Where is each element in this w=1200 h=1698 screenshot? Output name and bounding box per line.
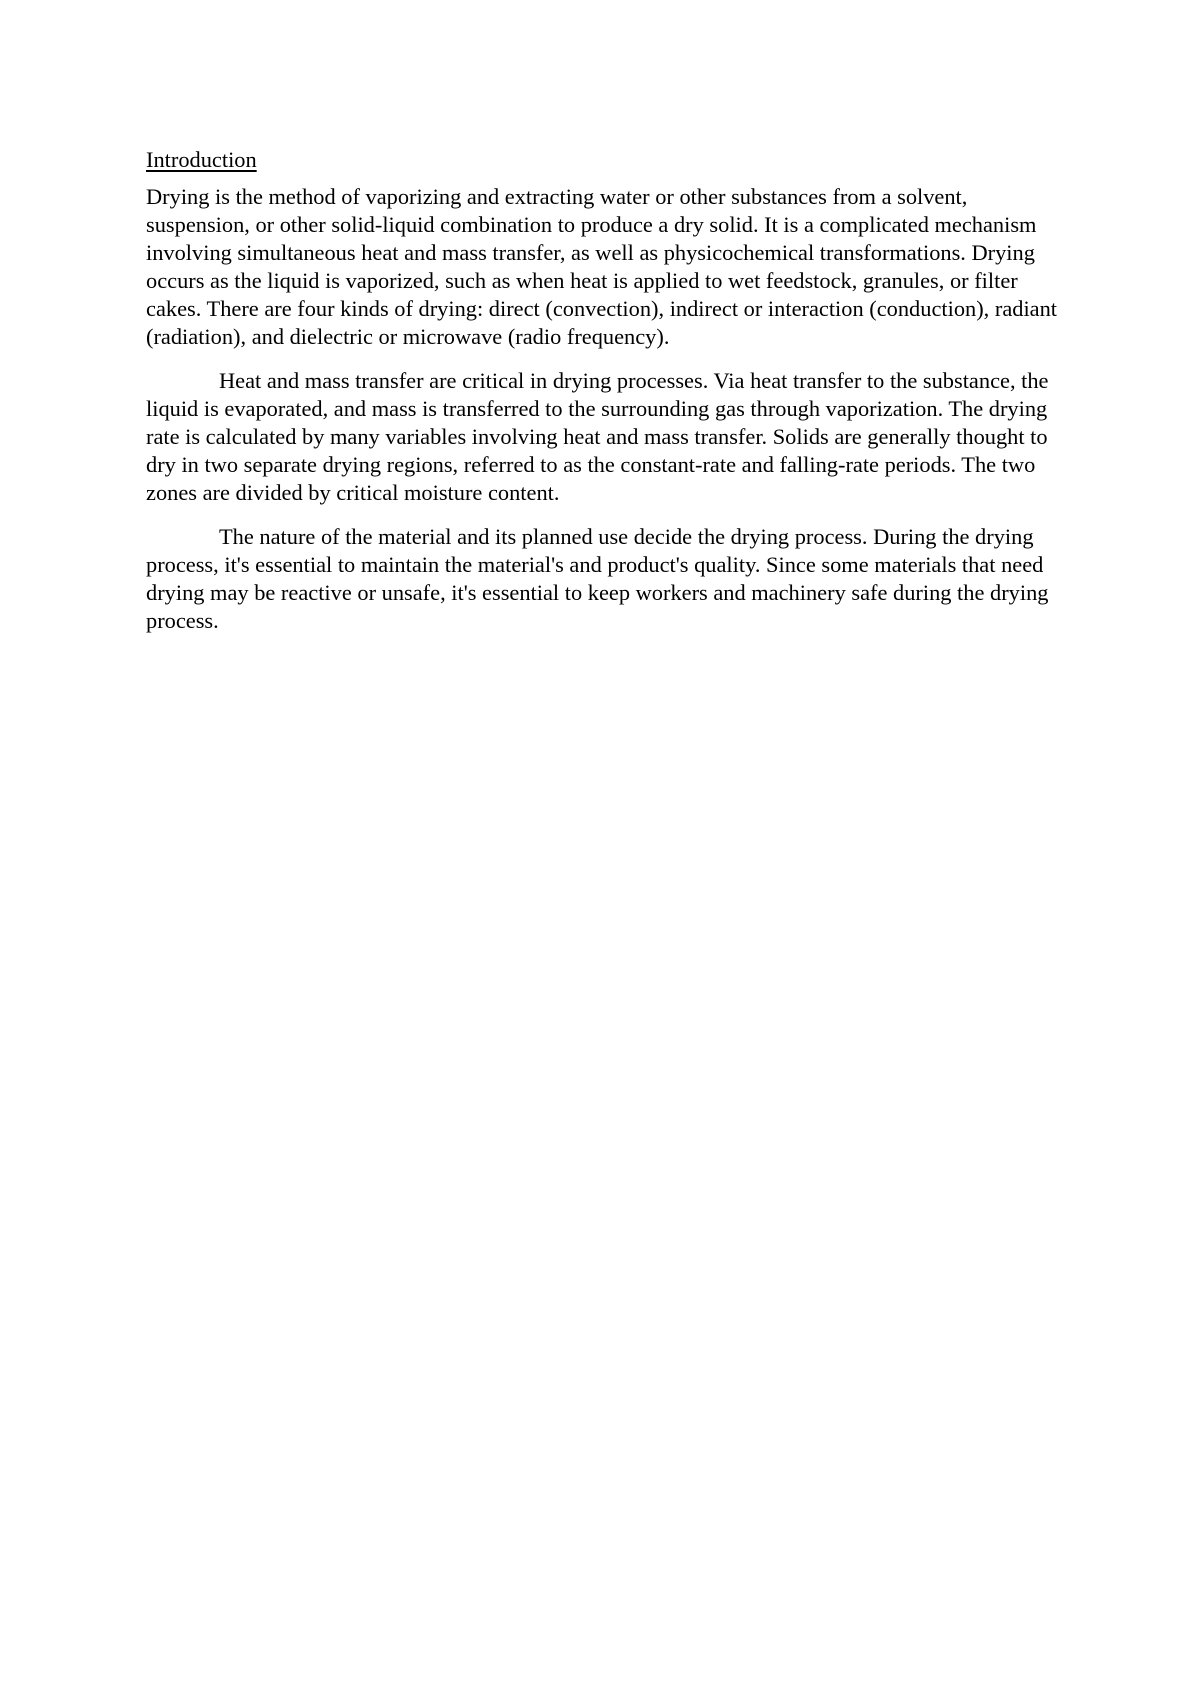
paragraph-3: The nature of the material and its planned use decide the drying process. During the drying process, it's essential to maintain the material's and product's quality. Since some materials that need drying may be reactive or unsafe, it's essential to keep workers and machinery safe during the drying process. — [146, 524, 1049, 633]
document-body — [146, 146, 1066, 651]
paragraph-2: Heat and mass transfer are critical in drying processes. Via heat transfer to the substance, the liquid is evaporated, and mass is transferred to the surrounding gas through vaporization. The drying rate is calculated by many variables involving heat and mass transfer. Solids are generally thought to dry in two separate drying regions, referred to as the constant-rate and falling-rate periods. The two zones are divided by critical moisture content. — [146, 368, 1049, 505]
paragraph-1: Drying is the method of vaporizing and extracting water or other substances from a solvent, suspension, or other solid-liquid combination to produce a dry solid. It is a complicated mechanism involving simultaneous heat and mass transfer, as well as physicochemical transformations. Drying occurs as the liquid is vaporized, such as when heat is applied to wet feedstock, granules, or filter cakes. There are four kinds of drying: direct (convection), indirect or interaction (conduction), radiant (radiation), and dielectric or microwave (radio frequency). — [146, 184, 1058, 349]
section-heading: Introduction — [146, 147, 257, 172]
